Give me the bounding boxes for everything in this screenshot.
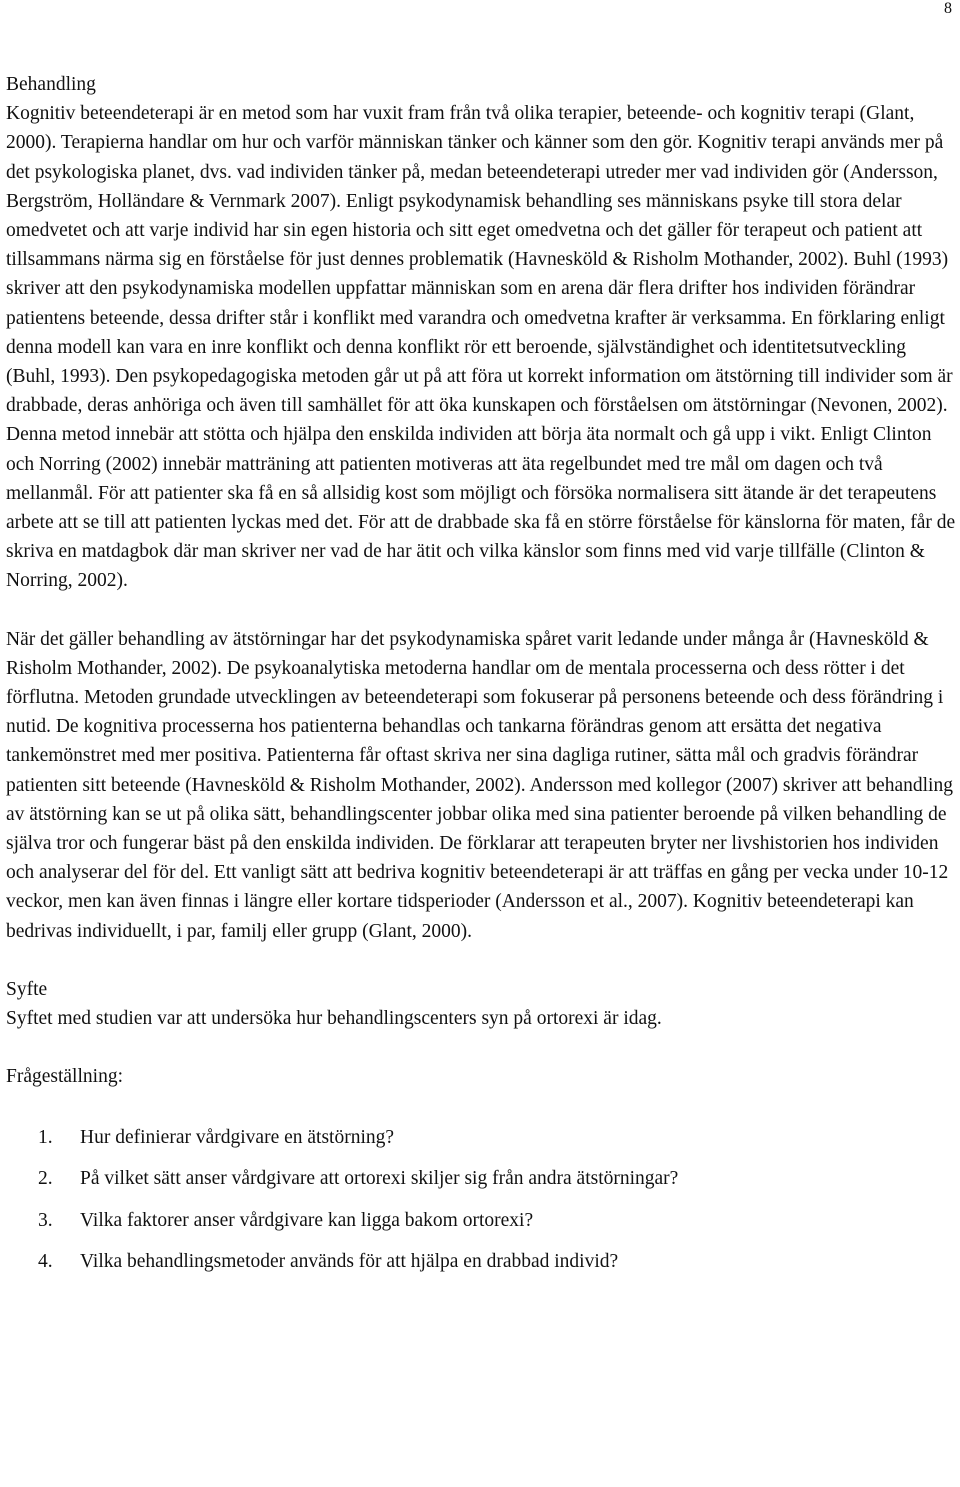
paragraph-spacer	[6, 596, 956, 625]
section-spacer	[6, 1033, 956, 1062]
list-item-number: 3.	[38, 1209, 53, 1231]
section-syfte	[6, 975, 956, 1033]
section-heading-fragestallning: Frågeställning:	[6, 1066, 123, 1088]
paragraph-behandling-2: När det gäller behandling av ätstörningar har det psykodynamiska spåret varit ledande under många år (Havnesköld & Risholm Mothander, 2002). De psykoanalytiska metoderna handlar om de mentala processerna och dess rötter i det förflutna. Metoden grundade utvecklingen av beteendeterapi som fokuserar på personens beteende och dess förändring i nutid. De kognitiva processerna hos patienterna behandlas och tankarna förändras genom att ersätta det negativa tankemönstret med mer positiva. Patienterna får oftast skriva ner sina dagliga rutiner, sätta mål och gradvis förändrar patienten sitt beteende (Havnesköld & Risholm Mothander, 2002). Andersson med kollegor (2007) skriver att behandling av ätstörning kan se ut på olika sätt, behandlingscenter jobbar olika med sina patienter beroende på vilken behandling de själva tror och fungerar bäst på den enskilda individen. De förklarar att terapeuten bryter ner livshistorien hos individen och analyserar del för del. Ett vanligt sätt att bedriva kognitiv beteendeterapi är att träffas en gång per vecka under 10-12 veckor, men kan även finnas i längre eller kortare tidsperioder (Andersson et al., 2007). Kognitiv beteendeterapi kan bedrivas individuellt, i par, familj eller grupp (Glant, 2000).	[6, 628, 953, 942]
list-item-text: Vilka behandlingsmetoder används för att hjälpa en drabbad individ?	[80, 1251, 619, 1272]
section-spacer	[6, 946, 956, 975]
list-item-text: Vilka faktorer anser vårdgivare kan ligga bakom ortorexi?	[80, 1209, 534, 1231]
list-item-number: 4.	[38, 1251, 53, 1272]
list-item	[6, 1247, 956, 1289]
section-fragestallning	[6, 1062, 956, 1288]
research-questions-list	[6, 1123, 956, 1289]
list-item-number: 2.	[38, 1168, 53, 1189]
section-heading-behandling: Behandling	[6, 74, 96, 95]
list-item	[6, 1164, 956, 1206]
page-number: 8	[944, 0, 952, 17]
section-heading-syfte: Syfte	[6, 978, 48, 1000]
paragraph-syfte: Syftet med studien var att undersöka hur behandlingscenters syn på ortorexi är idag.	[6, 1008, 662, 1030]
document-body	[6, 70, 956, 1289]
list-item-text: På vilket sätt anser vårdgivare att ortorexi skiljer sig från andra ätstörningar?	[80, 1168, 679, 1189]
section-behandling	[6, 70, 956, 946]
list-item-text: Hur definierar vårdgivare en ätstörning?	[80, 1126, 395, 1148]
paragraph-behandling-1: Kognitiv beteendeterapi är en metod som har vuxit fram från två olika terapier, beteende- och kognitiv terapi (Glant, 2000). Terapierna handlar om hur och varför människan tänker och känner som den gör. Kognitiv terapi används mer på det psykologiska planet, dvs. vad individen tänker på, medan beteendeterapi utreder mer vad individen gör (Andersson, Bergström, Holländare & Vernmark 2007). Enligt psykodynamisk behandling ses människans psyke till stora delar omedvetet och att varje individ har sin egen historia och sitt eget omedvetna och det gäller för terapeut och patient att tillsammans närma sig en förståelse för just dennes problematik (Havnesköld & Risholm Mothander, 2002). Buhl (1993) skriver att den psykodynamiska modellen uppfattar människan som en arena där flera drifter hos individen förändrar patientens beteende, dessa drifter står i konflikt med varandra och omedvetna krafter är verksamma. En förklaring enligt denna modell kan vara en inre konflikt och denna konflikt rör ett beroende, självständighet och identitetsutveckling (Buhl, 1993). Den psykopedagogiska metoden går ut på att föra ut korrekt information om ätstörning till individer som är drabbade, deras anhöriga och även till samhället för att öka kunskapen och förståelsen om ätstörningar (Nevonen, 2002). Denna metod innebär att stötta och hjälpa den enskilda individen att börja äta normalt och gå upp i vikt. Enligt Clinton och Norring (2002) innebär matträning att patienten motiveras att äta regelbundet med tre mål om dagen och två mellanmål. För att patienter ska få en så allsidig kost som möjligt och försöka normalisera sitt ätande är det terapeutens arbete att se till att patienten lyckas med det. För att de drabbade ska få en större förståelse för känslorna för maten, får de skriva en matdagbok där man skriver ner vad de har ätit och vilka känslor som finns med vid varje tillfälle (Clinton & Norring, 2002).	[6, 103, 956, 592]
list-item	[6, 1123, 956, 1165]
list-item	[6, 1206, 956, 1248]
list-item-number: 1.	[38, 1126, 53, 1148]
